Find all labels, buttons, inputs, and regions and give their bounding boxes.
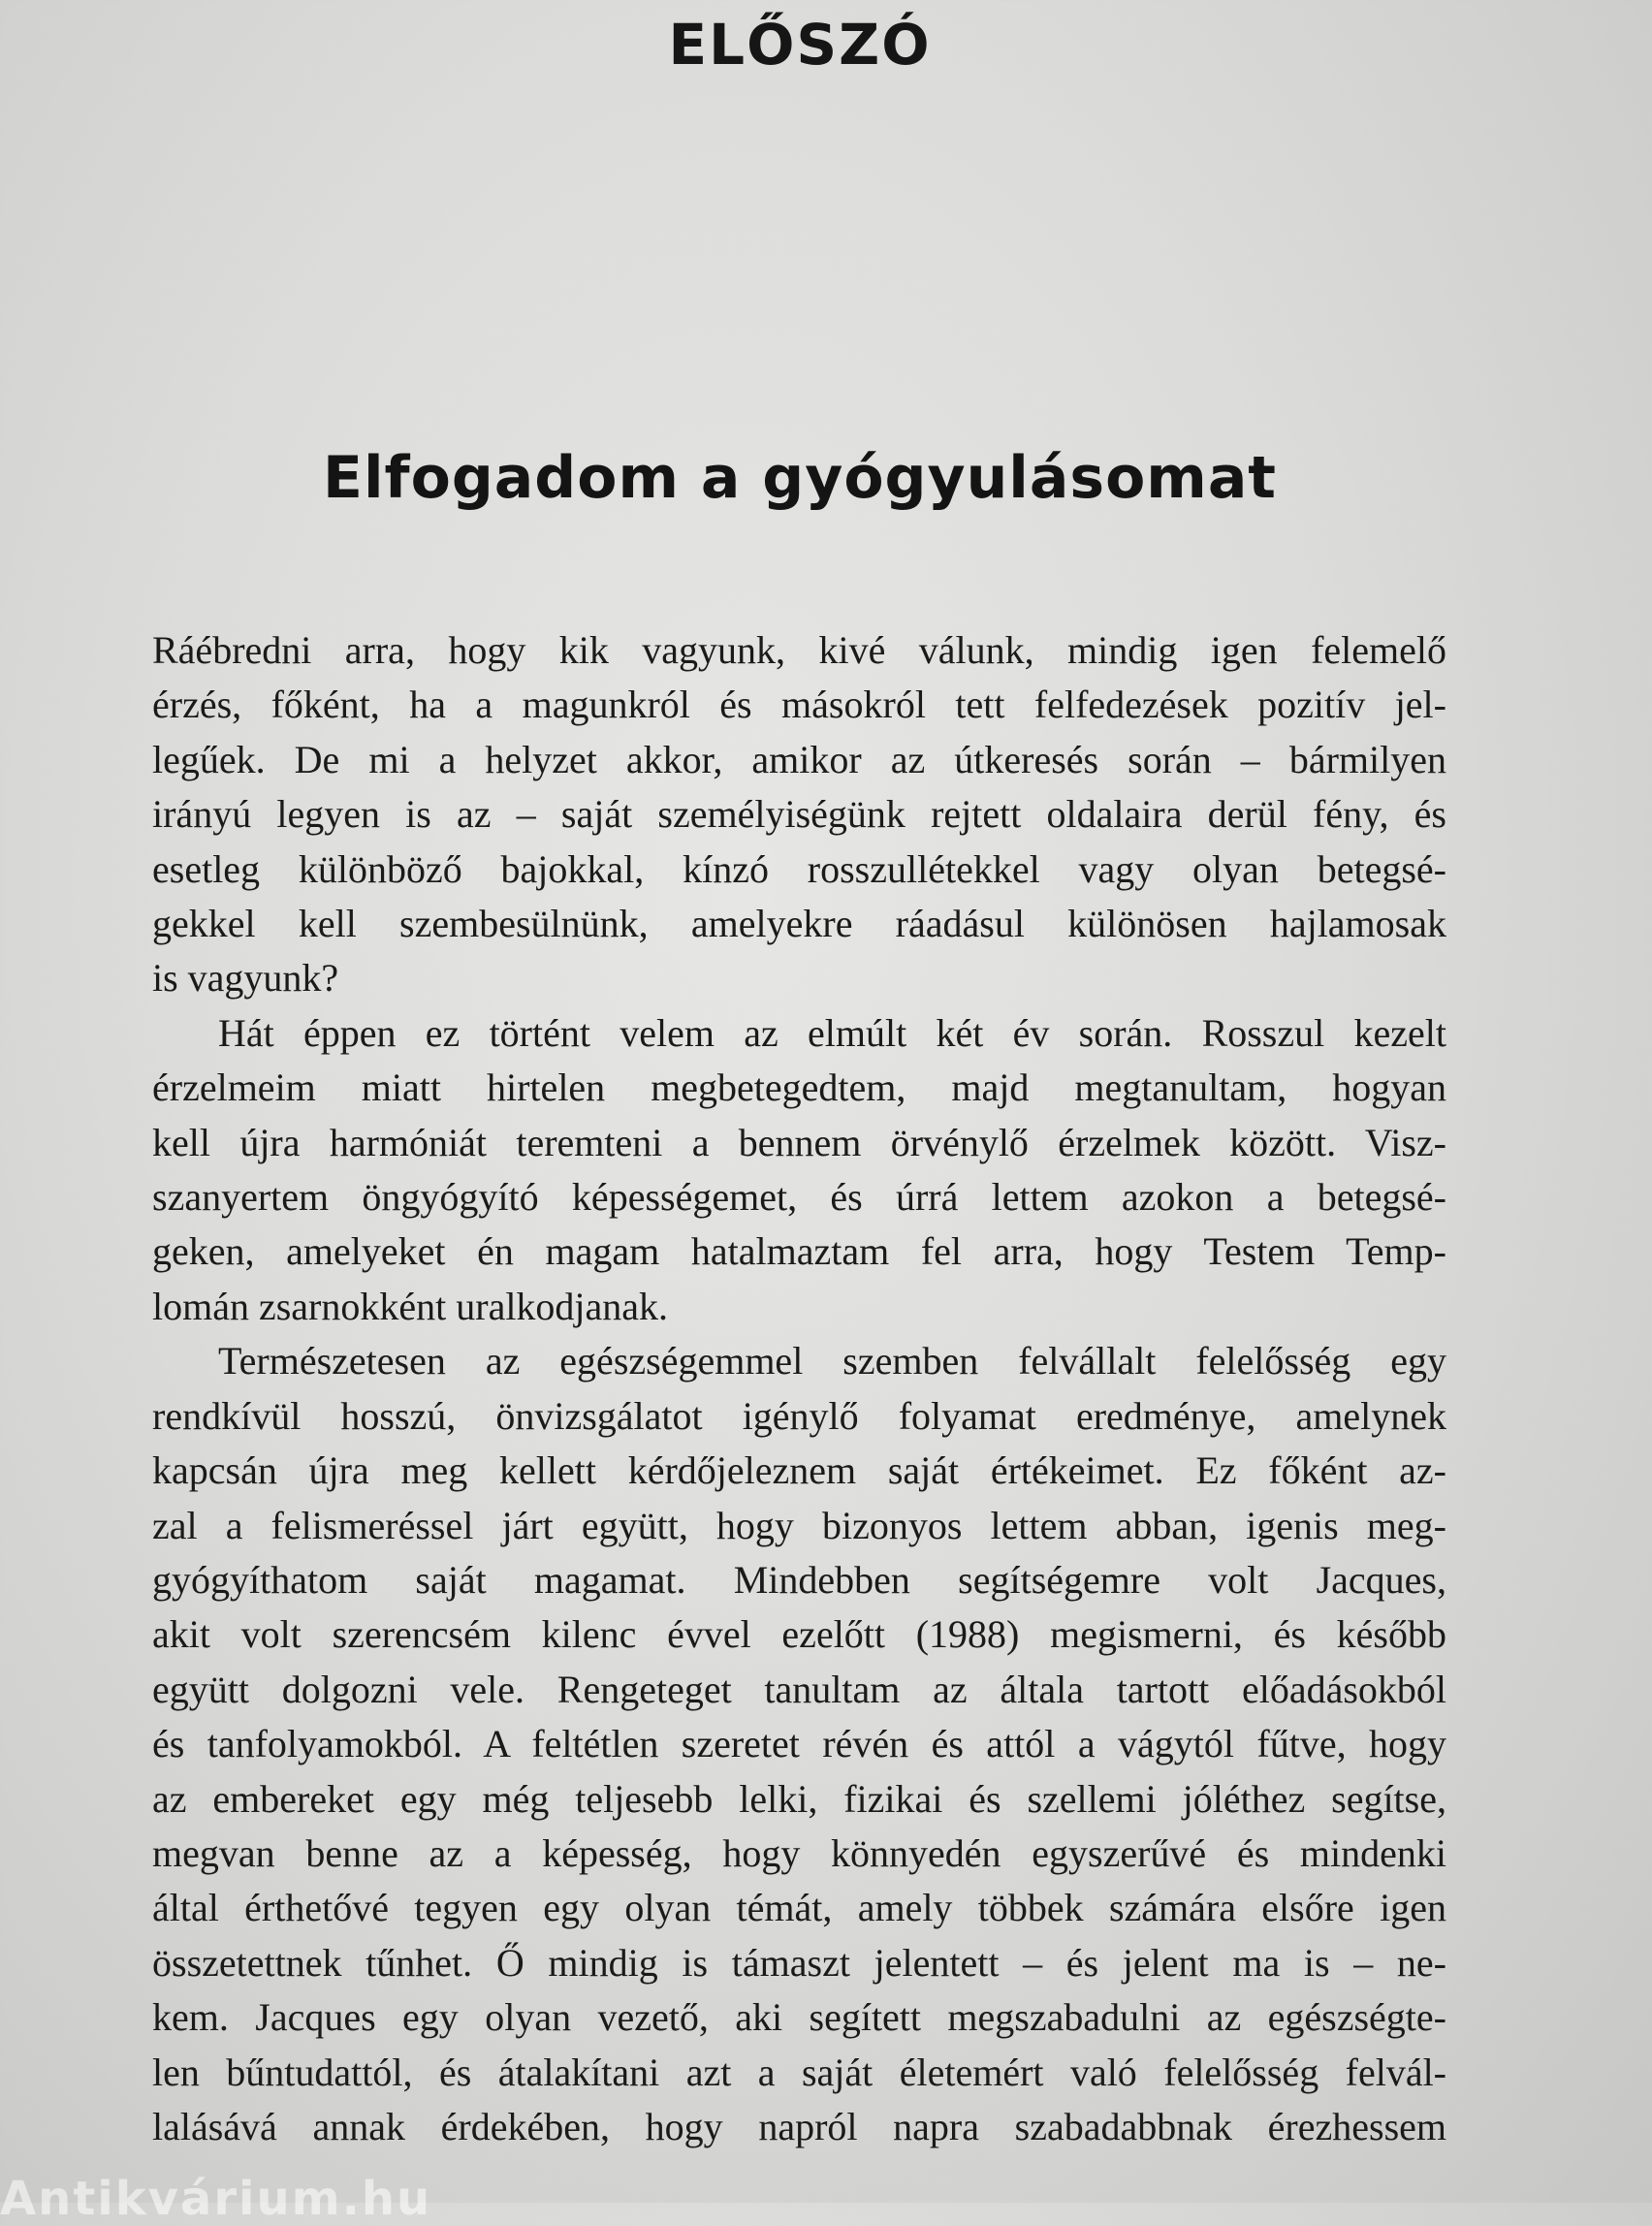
text-line: Hát éppen ez történt velem az elmúlt két év során. Rosszul kezelt [218, 1010, 1446, 1055]
paragraph-2 [152, 1006, 1446, 1334]
text-line: gyógyíthatom saját magamat. Mindebben segítségemre volt Jacques, [152, 1557, 1446, 1602]
paragraph-3 [152, 1334, 1446, 2154]
text-line: érzés, főként, ha a magunkról és másokról tett felfedezések pozitív jel- [152, 683, 1446, 727]
body-text [152, 623, 1446, 2154]
text-line: len bűntudattól, és átalakítani azt a saját életemért való felelősség felvál- [152, 2050, 1446, 2094]
text-line: kem. Jacques egy olyan vezető, aki segített megszabadulni az egészségte- [152, 1995, 1446, 2040]
text-line: által érthetővé tegyen egy olyan témát, amely többek számára elsőre igen [152, 1886, 1446, 1930]
text-line: gekkel kell szembesülnünk, amelyekre ráadásul különösen hajlamosak [152, 902, 1446, 946]
text-line: együtt dolgozni vele. Rengeteget tanultam az általa tartott előadásokból [152, 1667, 1446, 1711]
text-line: szanyertem öngyógyító képességemet, és úrrá lettem azokon a betegsé- [152, 1175, 1446, 1220]
text-line: irányú legyen is az – saját személyiségünk rejtett oldalaira derül fény, és [152, 792, 1446, 837]
text-line: Természetesen az egészségemmel szemben felvállalt felelősség egy [218, 1339, 1446, 1383]
text-line: megvan benne az a képesség, hogy könnyedén egyszerűvé és mindenki [152, 1830, 1446, 1875]
text-line: legűek. De mi a helyzet akkor, amikor az útkeresés során – bármilyen [152, 737, 1446, 781]
text-line: akit volt szerencsém kilenc évvel ezelőtt (1988) megismerni, és később [152, 1612, 1446, 1657]
text-line: az embereket egy még teljesebb lelki, fizikai és szellemi jóléthez segítse, [152, 1776, 1446, 1821]
text-line: kapcsán újra meg kellett kérdőjeleznem saját értékeimet. Ez főként az- [152, 1448, 1446, 1493]
chapter-title: Elfogadom a gyógyulásomat [322, 444, 1277, 512]
text-line: rendkívül hosszú, önvizsgálatot igénylő folyamat eredménye, amelynek [152, 1393, 1446, 1438]
text-line: lalásává annak érdekében, hogy napról napra szabadabbnak érezhessem [152, 2104, 1446, 2148]
text-line: és tanfolyamokból. A feltétlen szeretet révén és attól a vágytól fűtve, hogy [152, 1722, 1446, 1766]
text-line: zal a felismeréssel járt együtt, hogy bizonyos lettem abban, igenis meg- [152, 1503, 1446, 1547]
text-line: érzelmeim miatt hirtelen megbetegedtem, majd megtanultam, hogyan [152, 1065, 1446, 1110]
watermark: Antikvárium.hu [0, 2172, 432, 2226]
text-line: esetleg különböző bajokkal, kínzó rosszullétekkel vagy olyan betegsé- [152, 846, 1446, 891]
text-line: összetettnek tűnhet. Ő mindig is támaszt jelentett – és jelent ma is – ne- [152, 1940, 1446, 1985]
text-line: Ráébredni arra, hogy kik vagyunk, kivé válunk, mindig igen felemelő [152, 628, 1446, 672]
text-line: kell újra harmóniát teremteni a bennem örvénylő érzelmek között. Visz- [152, 1120, 1446, 1164]
text-line: lomán zsarnokként uralkodjanak. [152, 1284, 669, 1328]
paragraph-1 [152, 623, 1446, 1006]
text-line: geken, amelyeket én magam hatalmaztam fel arra, hogy Testem Temp- [152, 1229, 1446, 1274]
section-label: ELŐSZÓ [668, 12, 932, 78]
text-line: is vagyunk? [152, 956, 339, 1001]
